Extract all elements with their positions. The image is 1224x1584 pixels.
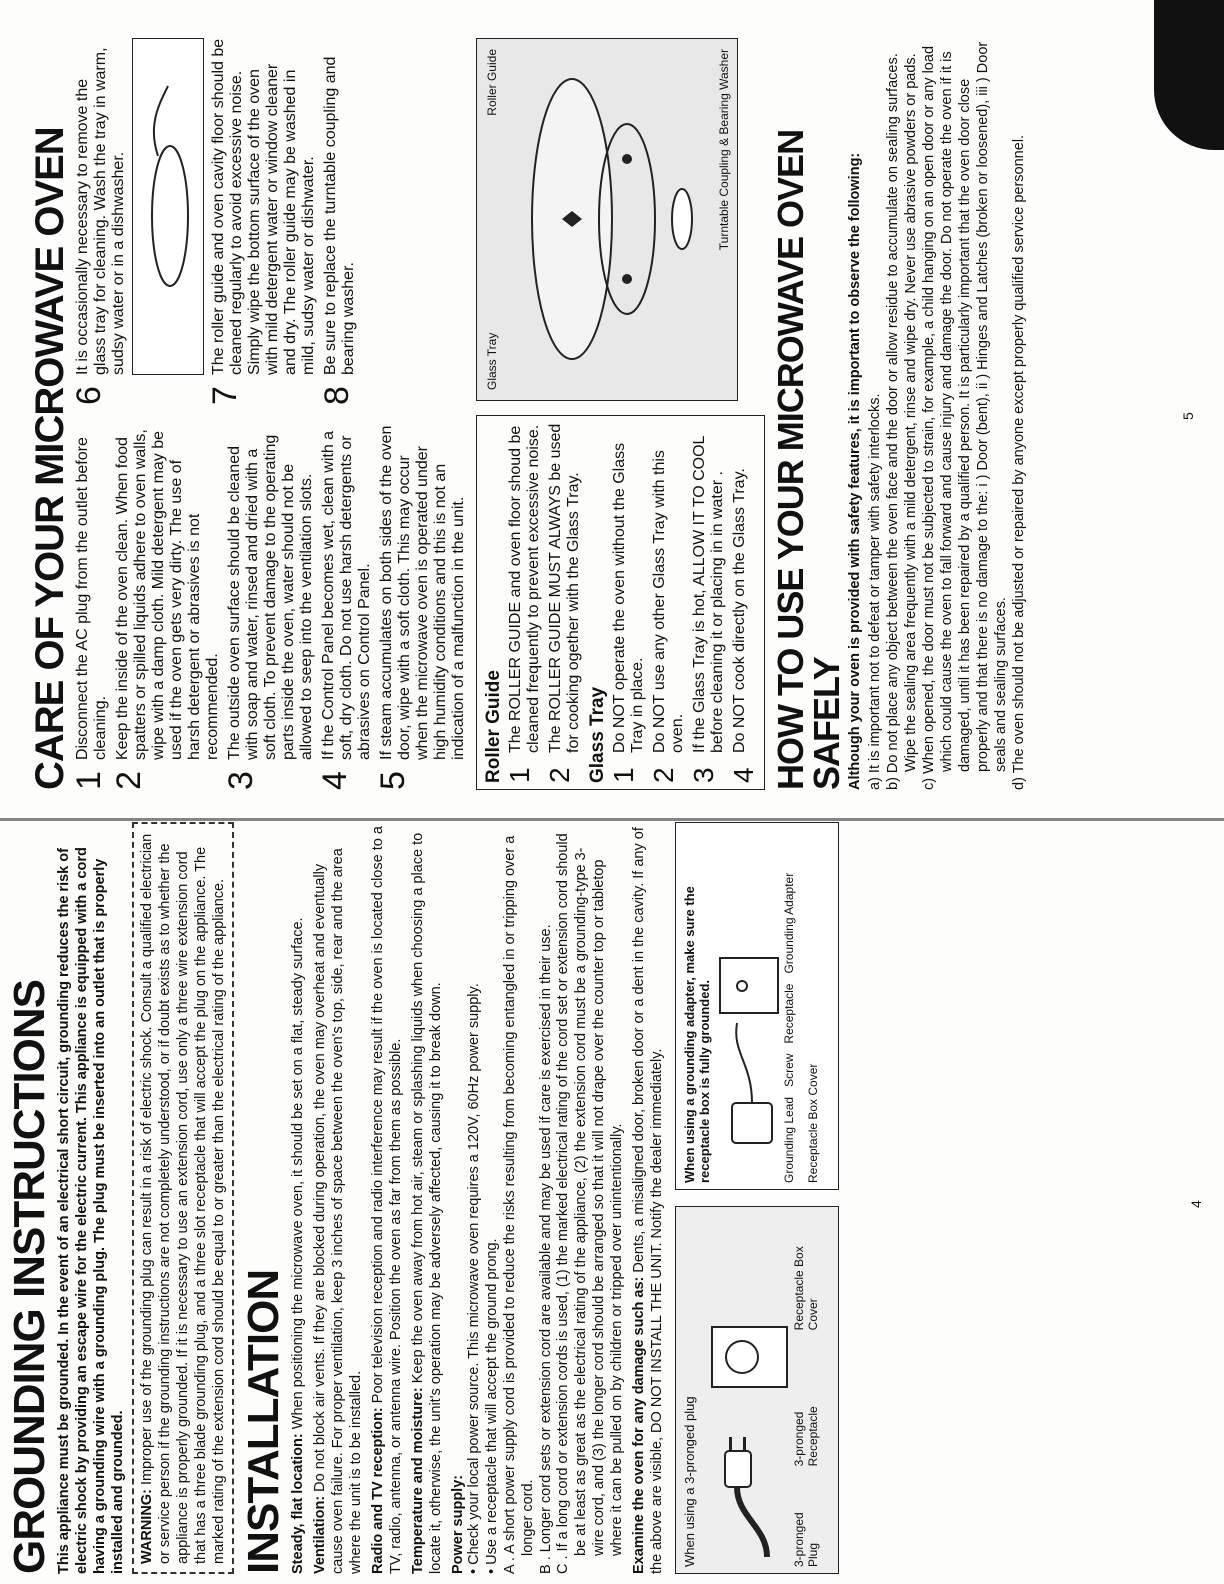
item-text: The ROLLER GUIDE and oven floor shoud be cleaned frequently to prevent excessive noise. (507, 424, 542, 753)
glass-item (648, 422, 687, 783)
radio-tv-text: Poor television reception and radio interference may result if the oven is located close to a TV, radio, antenna, or antenna wire. Position the oven as far from them as possible. (369, 826, 404, 1574)
glass-item (608, 422, 647, 783)
item-number: 3 (688, 767, 719, 783)
item-number: 1 (608, 767, 639, 783)
glass-tray-title: Glass Tray (587, 686, 608, 783)
roller-item (544, 422, 583, 783)
item-text: Do NOT cook directly on the Glass Tray. (731, 468, 748, 753)
care-step (206, 38, 318, 405)
power-supply-label: Power supply: (449, 1474, 466, 1574)
roller-glass-box (476, 415, 765, 790)
figure1-title: When using a 3-pronged plug (682, 1396, 698, 1567)
step-text: If the Control Panel becomes wet, clean with a soft, dry cloth. Do not use harsh detergents or abrasives on Control Panel. (320, 430, 373, 760)
step-number: 2 (110, 771, 148, 790)
page-number-right: 5 (1180, 412, 1196, 420)
power-item: C . If a long cord or extension cords is used, (1) the marked electrical rating of the cord set or extension cord should be at least as great as the electrical rating of the appliance, (2) the extension cord must be a grounding-type 3-wire cord, and (3) the longer cord should be arranged so that it will not drape over the counter top or tabletop where it can be pulled on by children or tripped over unintentionally. (555, 833, 626, 1574)
radio-tv-label: Radio and TV reception: (369, 1407, 386, 1574)
power-item: • Check your local power source. This microwave oven requires a 120V, 60Hz power supply. (465, 983, 482, 1574)
tray-removal-illustration (132, 38, 204, 375)
label-3-pronged-receptacle: 3-pronged Receptacle (792, 1406, 821, 1467)
care-col-right (70, 38, 472, 405)
damage-text: Dents, a misaligned door, broken door or a dent in the cavity. If any of the above are visible, DO NOT INSTALL THE UNIT. Notify the dealer immediately. (631, 827, 666, 1574)
label-roller-guide: Roller Guide (485, 49, 499, 116)
step-number: 5 (374, 771, 412, 790)
figure-3-pronged (675, 1206, 839, 1574)
right-page (30, 38, 1200, 790)
temperature-text: Keep the oven away from hot air, steam or splashing liquids when choosing a place to locate it, otherwise, the unit's operation may be adversely affected, causing it to break down. (409, 832, 444, 1574)
step-number: 6 (70, 386, 108, 405)
label-screw: Screw (782, 1053, 797, 1087)
care-col-left (70, 423, 472, 790)
glass-item (688, 422, 727, 783)
step-text: Keep the inside of the oven clean. When food spatters or spilled liquids adhere to oven walls, wipe with a damp cloth. Mild detergent may be used if the oven gets very dirty. The use of harsh detergent or abrasives is not recommended. (114, 429, 221, 760)
page-number-left: 4 (1188, 1200, 1204, 1208)
step-text: Be sure to replace the turntable coupling and bearing washer. (322, 56, 357, 375)
howto-list (867, 38, 1029, 790)
step-number: 1 (70, 771, 108, 790)
care-title: CARE OF YOUR MICROWAVE OVEN (28, 127, 72, 790)
care-step (222, 423, 316, 790)
item-number: 1 (504, 767, 535, 783)
location-label: Steady, flat location: (289, 1433, 306, 1574)
step-number: 7 (206, 386, 244, 405)
step-text: If steam accumulates on both sides of the oven door, wipe with a soft cloth. This may occur when the microwave oven is operated under high humidity conditions and this is not an indication of a malfunction in the unit. (378, 425, 467, 760)
label-grounding-adapter: Grounding Adapter (782, 872, 797, 974)
howto-item: d) The oven should not be adjusted or repaired by anyone except properly qualified service personnel. (1010, 134, 1027, 790)
left-page (5, 826, 1220, 1578)
item-number: 4 (728, 767, 759, 783)
howto-intro: Although your oven is provided with safety features, it is important to observe the following: (847, 152, 864, 790)
item-text: If the Glass Tray is hot, ALLOW IT TO COOL before cleaning it or placing in in water . (691, 436, 726, 753)
step-number: 8 (318, 386, 356, 405)
care-step (316, 423, 374, 790)
glass-item (728, 422, 759, 783)
warning-text: Improper use of the grounding plug can result in a risk of electric shock. Consult a qualified electrician or service person if the grounding instructions are not completely understood, or if doubt exists as to whether the appliance is properly grounded. If it is necessary to use an extension cord, use only a three wire extension cord that has a three blade grounding plug, and a three slot receptacle that will accept the plug on the appliance. The marked rating of the extension cord should be equal to or greater than the electrical rating of the appliance. (138, 833, 227, 1564)
location-text: When positioning the microwave oven, it should be set on a flat, steady surface. (289, 917, 306, 1430)
figure-grounding-adapter (675, 822, 839, 1190)
installation-title: INSTALLATION (238, 1269, 288, 1574)
step-text: The outside oven surface should be cleaned with soap and water, rinsed and dried with a soft cloth. To prevent damage to the operating parts inside the oven, water should not be allowed to seep into the ventilation slots. (226, 434, 315, 760)
item-number: 2 (544, 767, 575, 783)
power-supply-list (466, 822, 628, 1574)
tray-hand-drawing (138, 77, 198, 337)
temperature-label: Temperature and moisture: (409, 1387, 426, 1574)
howto-item: a) It is important not to defeat or tamper with safety interlocks. (867, 393, 884, 790)
grounding-figures (675, 822, 839, 1574)
care-step (318, 38, 358, 405)
ventilation-text: Do not block air vents. If they are blocked during operation, the oven may overheat and eventually cause oven failure. For proper ventilation, keep 3 inches of space between the oven's top, side, rear and the area where the unit is to be installed. (311, 848, 364, 1574)
step-number: 3 (222, 771, 260, 790)
damage-label: Examine the oven for any damage such as: (631, 1276, 648, 1574)
care-columns (70, 38, 472, 790)
power-item: • Use a receptacle that will accept the ground prong. (483, 1238, 500, 1574)
howto-item: c) When opened, the door must not be subjected to strain, for example, a child hanging on an open door or any load which could cause the oven to fall forward and cause injury and damage the door. Do not operate the oven if it is damaged, until it has been repaired by a qualified person. It is particularly important that the oven door close properly and that there is no damage to the: i ) Door (bent), ii ) Hinges and Latches (broken or loosened), iii ) Door seals and sealing surfaces. (921, 41, 1009, 790)
roller-item (504, 422, 543, 783)
step-text: The roller guide and oven cavity floor should be cleaned regularly to avoid excessive noise. Simply wipe the bottom surface of the oven with mild detergent water or window cleaner and dry. The roller guide may be washed in mild, sudsy water or dishwater. (210, 38, 317, 375)
turntable-drawing (492, 50, 722, 390)
label-3-pronged-plug: 3-pronged Plug (792, 1512, 821, 1567)
figure2-title: When using a grounding adapter, make sure the receptacle box is fully grounded. (682, 886, 713, 1183)
label-receptacle-box-cover-2: Receptacle Box Cover (806, 1063, 821, 1183)
item-text: Do NOT use any other Glass Tray with this oven. (651, 450, 686, 753)
item-number: 2 (648, 767, 679, 783)
step-text: Disconnect the AC plug from the outlet before cleaning. (74, 437, 109, 760)
care-step (70, 423, 110, 790)
howto-item: b) Do not place any object between the oven face and the door or allow residue to accumulate on sealing surfaces. Wipe the sealing area frequently with a mild detergent, rinse and wipe dry. Never use abrasive powders or pads. (885, 53, 920, 790)
item-text: Do NOT operate the oven without the Glass Tray in place. (611, 442, 646, 753)
grounding-title: GROUNDING INSTRUCTIONS (5, 980, 54, 1574)
item-text: The ROLLER GUIDE MUST ALWAYS be used for cooking ogether with the Glass Tray. (547, 423, 582, 753)
turntable-diagram (476, 38, 738, 401)
step-text: It is occasionally necessary to remove the glass tray for cleaning. Wash the tray in warm, sudsy water or in a dishwasher. (74, 47, 127, 375)
label-receptacle-box-cover: Receptacle Box Cover (792, 1246, 821, 1331)
label-turntable-coupling: Turntable Coupling & Bearing Washer (717, 49, 731, 251)
power-item: A . A short power supply cord is provided to reduce the risks resulting from becoming entangled in or tripping over a longer cord. (501, 835, 536, 1574)
plug-illustration (697, 1267, 792, 1567)
step-number: 4 (316, 771, 354, 790)
care-step (70, 38, 128, 405)
care-step (374, 423, 468, 790)
roller-guide-title: Roller Guide (483, 670, 504, 783)
warning-box (132, 822, 234, 1574)
warning-label: WARNING: (138, 1489, 155, 1564)
grounding-intro: This appliance must be grounded. In the event of an electrical short circuit, grounding reduces the risk of electric shock by providing an escape wire for the electric current. This appliance is equipped with a cord having a grounding wire with a grounding plug. The plug must be inserted into an outlet that is properly installed and grounded. (56, 847, 126, 1574)
label-receptacle: Receptacle (782, 983, 797, 1044)
power-item: B . Longer cord sets or extension cord are available and may be used if care is exercised in their use. (537, 924, 554, 1574)
adapter-illustration (712, 883, 782, 1183)
label-glass-tray: Glass Tray (485, 332, 499, 390)
label-grounding-lead: Grounding Lead (782, 1096, 797, 1183)
ventilation-label: Ventilation: (311, 1495, 328, 1574)
care-step (110, 423, 222, 790)
roller-and-diagram (476, 38, 765, 790)
howto-title: HOW TO USE YOUR MICROWAVE OVEN SAFELY (770, 129, 848, 790)
